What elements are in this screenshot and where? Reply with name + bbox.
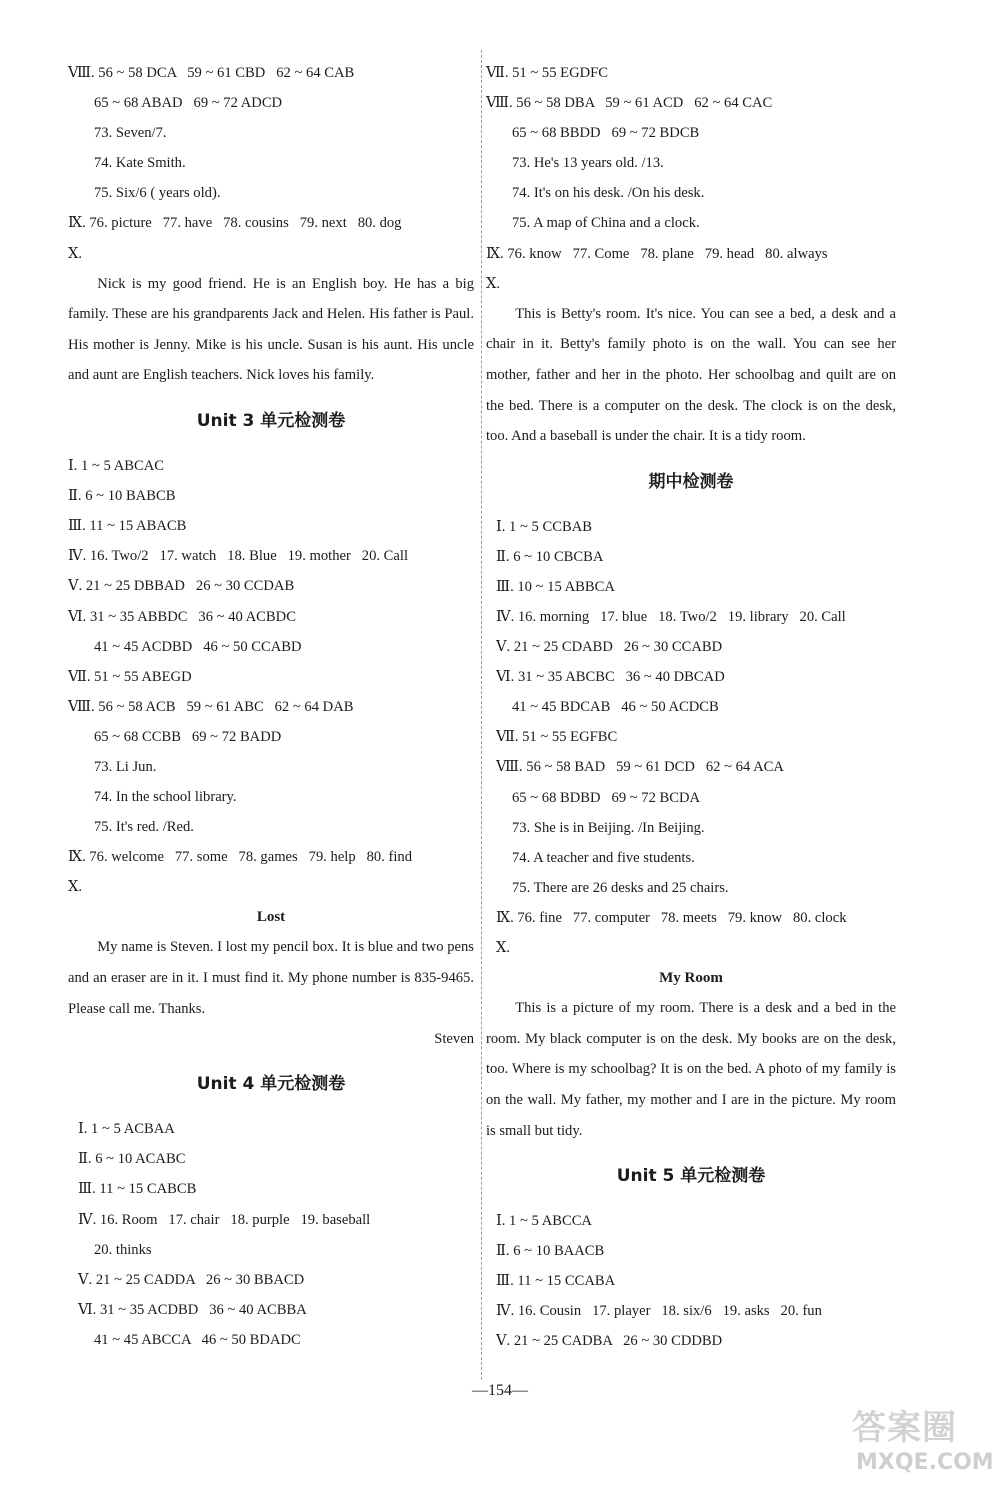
answer-line: 65 ~ 68 BBDD 69 ~ 72 BDCB — [512, 125, 700, 142]
answer-line: 74. It's on his desk. /On his desk. — [512, 185, 705, 202]
answer-line: Ⅳ. 16. Two/2 17. watch 18. Blue 19. mother 20. Call — [68, 548, 408, 565]
answer-line: 41 ~ 45 BDCAB 46 ~ 50 ACDCB — [512, 699, 719, 716]
section-heading-unit5: Unit 5 单元检测卷 — [616, 1166, 766, 1187]
answer-line: Ⅹ. — [496, 940, 511, 957]
left-column — [68, 58, 474, 1355]
answer-line: Ⅷ. 56 ~ 58 DBA 59 ~ 61 ACD 62 ~ 64 CAC — [486, 95, 773, 112]
answer-line: 73. He's 13 years old. /13. — [512, 155, 664, 172]
answer-line: Ⅸ. 76. know 77. Come 78. plane 79. head 80. always — [486, 245, 828, 262]
answer-line: Ⅰ. 1 ~ 5 ABCCA — [496, 1213, 592, 1230]
answer-line: Ⅴ. 21 ~ 25 CADBA 26 ~ 30 CDDBD — [496, 1333, 723, 1350]
answer-line: Ⅶ. 51 ~ 55 ABEGD — [68, 668, 192, 685]
answer-line: Ⅸ. 76. welcome 77. some 78. games 79. help 80. find — [68, 849, 413, 866]
answer-line: Ⅲ. 10 ~ 15 ABBCA — [496, 578, 615, 595]
answer-line: Ⅱ. 6 ~ 10 BAACB — [496, 1243, 605, 1260]
answer-line: Ⅵ. 31 ~ 35 ABCBC 36 ~ 40 DBCAD — [496, 669, 725, 686]
right-column — [486, 58, 896, 1357]
writing-paragraph: My name is Steven. I lost my pencil box. It is blue and two pens and an eraser are in it. I must find it. My phone number is 835-9465. Please call me. Thanks. — [68, 939, 474, 1017]
answer-line: Ⅰ. 1 ~ 5 CCBAB — [496, 518, 592, 535]
writing-paragraph: This is a picture of my room. There is a desk and a bed in the room. My black computer is on the desk. My books are on the desk, too. Where is my schoolbag? It is on the bed. A photo of my family is on the wall. My father, my mother and I are in the picture. My room is small but tidy. — [486, 1000, 896, 1139]
answer-line: 75. Six/6 ( years old). — [94, 185, 221, 202]
answer-line: Ⅹ. — [68, 879, 83, 896]
section-heading-unit4: Unit 4 单元检测卷 — [196, 1074, 346, 1095]
answer-line: Ⅱ. 6 ~ 10 CBCBA — [496, 548, 604, 565]
answer-line: Ⅸ. 76. fine 77. computer 78. meets 79. know 80. clock — [496, 909, 847, 926]
writing-title-lost: Lost — [256, 909, 286, 926]
answer-line: 73. Li Jun. — [94, 758, 157, 775]
answer-line: Ⅱ. 6 ~ 10 BABCB — [68, 488, 176, 505]
answer-line: Ⅲ. 11 ~ 15 ABACB — [68, 518, 187, 535]
column-divider — [481, 50, 482, 1380]
answer-line: 20. thinks — [94, 1241, 152, 1258]
answer-line: 65 ~ 68 BDBD 69 ~ 72 BCDA — [512, 789, 701, 806]
answer-line: 74. In the school library. — [94, 789, 237, 806]
answer-line: Ⅸ. 76. picture 77. have 78. cousins 79. next 80. dog — [68, 215, 402, 232]
answer-line: 75. There are 26 desks and 25 chairs. — [512, 879, 729, 896]
answer-line: Ⅵ. 31 ~ 35 ACDBD 36 ~ 40 ACBBA — [78, 1301, 307, 1318]
answer-line: Ⅷ. 56 ~ 58 ACB 59 ~ 61 ABC 62 ~ 64 DAB — [68, 698, 354, 715]
watermark-url-text: MXQE.COM — [856, 1450, 994, 1475]
answer-line: Ⅷ. 56 ~ 58 BAD 59 ~ 61 DCD 62 ~ 64 ACA — [496, 759, 784, 776]
answer-line: Ⅴ. 21 ~ 25 CDABD 26 ~ 30 CCABD — [496, 639, 723, 656]
answer-line: Ⅳ. 16. Cousin 17. player 18. six/6 19. asks 20. fun — [496, 1303, 822, 1320]
answer-line: 74. Kate Smith. — [94, 155, 186, 172]
answer-line: Ⅰ. 1 ~ 5 ABCAC — [68, 458, 164, 475]
writing-title-my-room: My Room — [659, 970, 723, 987]
answer-line: Ⅹ. — [486, 275, 501, 292]
answer-line: Ⅳ. 16. Room 17. chair 18. purple 19. baseball — [78, 1211, 371, 1228]
page-number: —154— — [472, 1382, 528, 1399]
section-heading-unit3: Unit 3 单元检测卷 — [196, 411, 346, 432]
answer-line: Ⅷ. 56 ~ 58 DCA 59 ~ 61 CBD 62 ~ 64 CAB — [68, 65, 355, 81]
answer-line: 41 ~ 45 ABCCA 46 ~ 50 BDADC — [94, 1331, 301, 1348]
answer-line: Ⅹ. — [68, 245, 83, 262]
watermark-logo-text: 答案圈 — [852, 1408, 957, 1448]
answer-line: Ⅴ. 21 ~ 25 CADDA 26 ~ 30 BBACD — [78, 1271, 305, 1288]
answer-line: 74. A teacher and five students. — [512, 849, 695, 866]
answer-line: 73. She is in Beijing. /In Beijing. — [512, 819, 705, 836]
answer-line: Ⅲ. 11 ~ 15 CABCB — [78, 1181, 197, 1198]
answer-line: 65 ~ 68 CCBB 69 ~ 72 BADD — [94, 728, 282, 745]
answer-line: 41 ~ 45 ACDBD 46 ~ 50 CCABD — [94, 638, 302, 655]
section-heading-midterm: 期中检测卷 — [648, 471, 734, 492]
answer-line: Ⅰ. 1 ~ 5 ACBAA — [78, 1121, 175, 1138]
answer-line: 75. It's red. /Red. — [94, 819, 194, 836]
answer-line: Ⅳ. 16. morning 17. blue 18. Two/2 19. library 20. Call — [496, 609, 846, 625]
answer-line: Ⅱ. 6 ~ 10 ACABC — [78, 1151, 186, 1168]
writing-paragraph: Nick is my good friend. He is an English boy. He has a big family. These are his grandparents Jack and Helen. His father is Paul. His mother is Jenny. Mike is his uncle. Susan is his aunt. His uncle and aunt are English teachers. Nick loves his family. — [68, 275, 474, 384]
answer-line: 65 ~ 68 ABAD 69 ~ 72 ADCD — [94, 95, 283, 112]
answer-line: Ⅵ. 31 ~ 35 ABBDC 36 ~ 40 ACBDC — [68, 608, 296, 625]
writing-signature: Steven — [434, 1031, 474, 1048]
answer-line: Ⅶ. 51 ~ 55 EGFBC — [496, 729, 618, 746]
answer-line: Ⅲ. 11 ~ 15 CCABA — [496, 1273, 616, 1290]
answer-line: 73. Seven/7. — [94, 125, 167, 142]
writing-paragraph: This is Betty's room. It's nice. You can see a bed, a desk and a chair in it. Betty's family photo is on the wall. You can see her mother, father and her in the photo. Her schoolbag and quilt are on the bed. There is a computer on the desk. The clock is on the desk, too. And a baseball is under the chair. It is a tidy room. — [486, 305, 896, 445]
answer-line: Ⅴ. 21 ~ 25 DBBAD 26 ~ 30 CCDAB — [68, 578, 295, 595]
answer-line: 75. A map of China and a clock. — [512, 215, 700, 232]
answer-line: Ⅶ. 51 ~ 55 EGDFC — [486, 65, 609, 81]
site-watermark — [852, 1400, 992, 1486]
